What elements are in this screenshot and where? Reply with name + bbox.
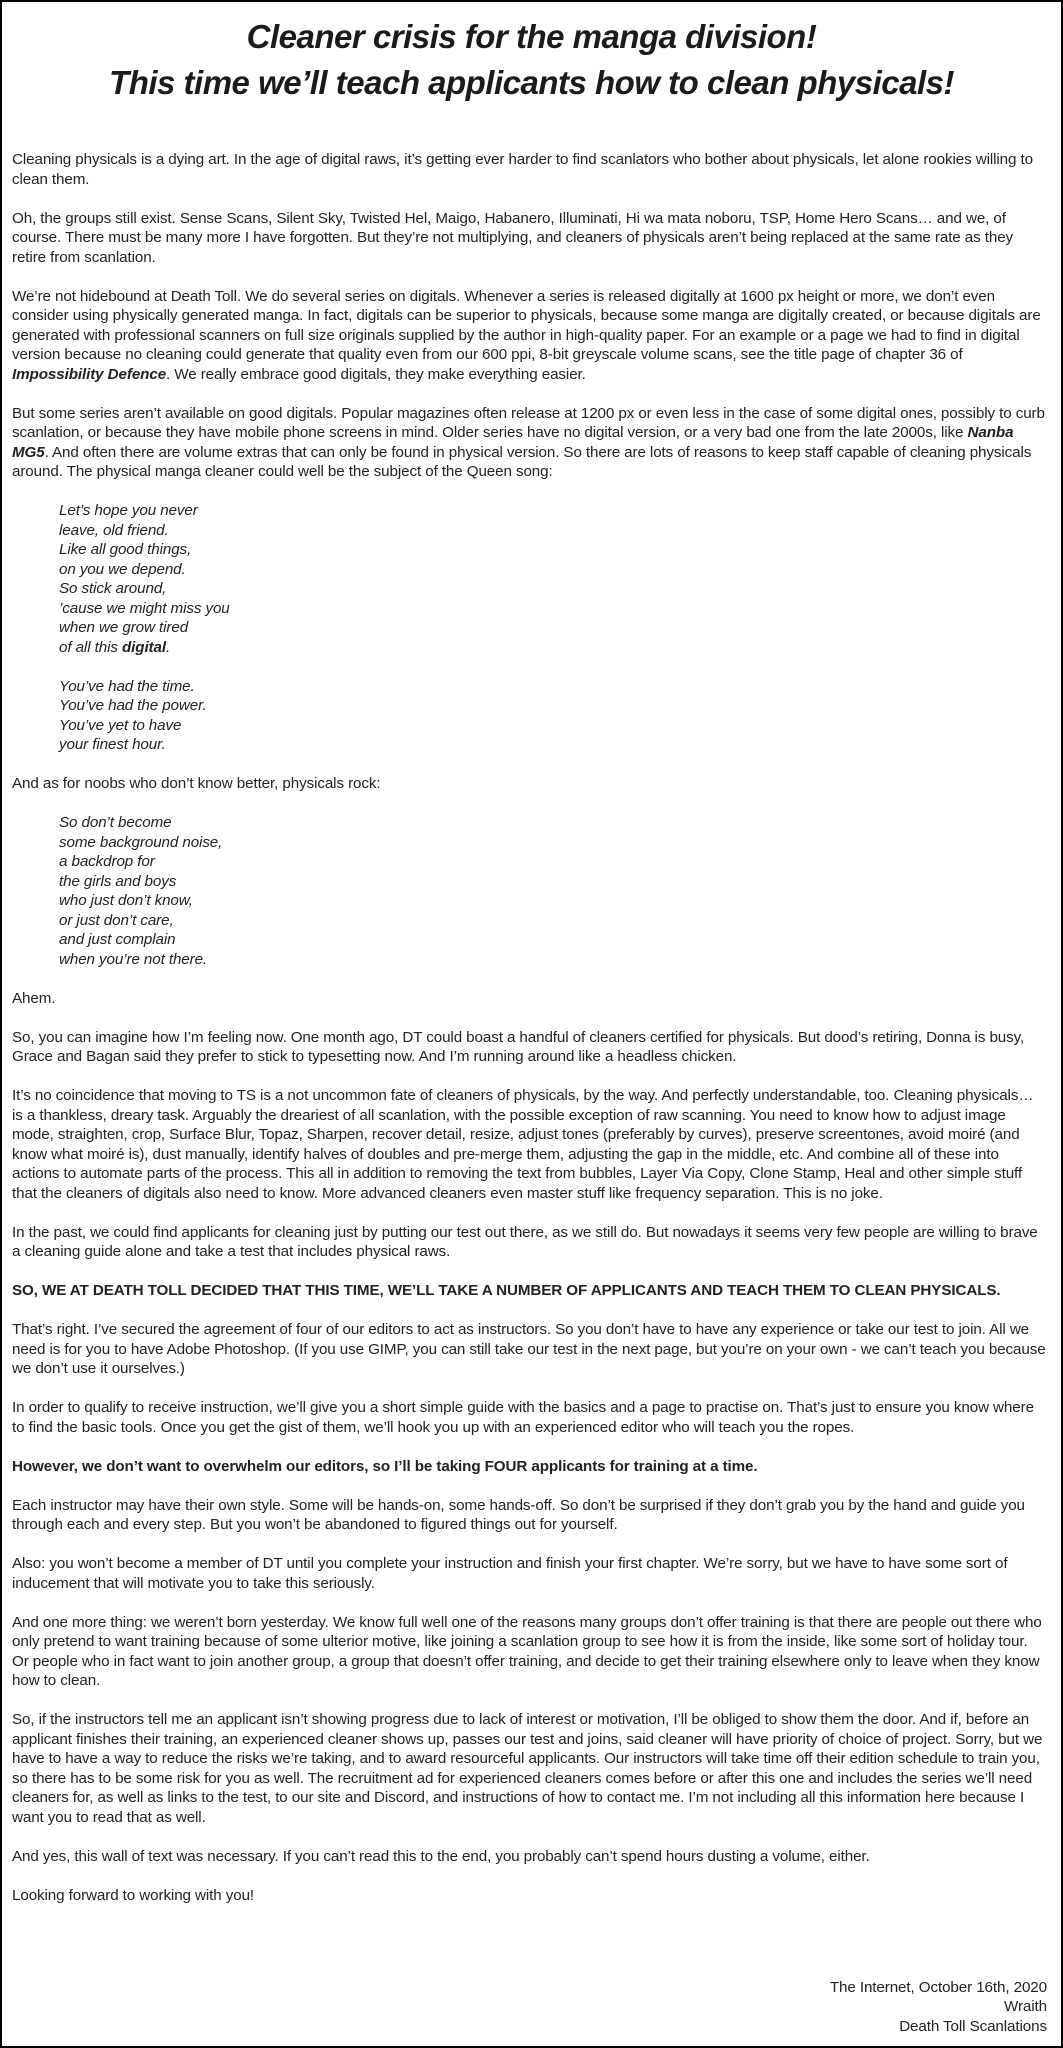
verse-line <box>59 930 1047 950</box>
text-run: That’s right. I’ve secured the agreement of four of our editors to act as instructors. So you don’t have to have any experience or take our test to join. All we need is for you to have Adobe Photoshop. (If you use GIMP, you can still take our test in the next page, but you’re on your own - we can’t teach you because we don’t use it ourselves.) <box>12 1321 1046 1377</box>
text-run: on you we depend. <box>59 560 186 578</box>
text-run: your finest hour. <box>59 736 166 753</box>
paragraph <box>12 1086 1047 1203</box>
verse-line <box>59 677 1047 697</box>
verse-line <box>59 735 1047 755</box>
verse-line <box>59 521 1047 541</box>
text-run: However, we don’t want to overwhelm our editors, so I’ll be taking FOUR applicants for training at a time. <box>12 1457 758 1475</box>
text-run: . <box>166 638 171 656</box>
paragraph <box>12 1398 1047 1437</box>
text-run: Impossibility Defence <box>12 365 167 383</box>
paragraph <box>12 1496 1047 1535</box>
text-run: Cleaning physicals is a dying art. In the age of digital raws, it’s getting ever harder to find scanlators who bother about physicals, let alone rookies willing to clean them. <box>12 151 1033 188</box>
bold-statement <box>12 1281 1047 1301</box>
text-run: In the past, we could find applicants for cleaning just by putting our test out there, as we still do. But nowadays it seems very few people are willing to brave a cleaning guide alone and take a test that includes physical raws. <box>12 1223 1038 1260</box>
verse-line <box>59 833 1047 853</box>
paragraph <box>12 1886 1047 1906</box>
signature-group: Death Toll Scanlations <box>899 2017 1047 2035</box>
verse-line <box>59 950 1047 970</box>
text-run: Also: you won’t become a member of DT until you complete your instruction and finish your first chapter. We’re sorry, but we have to have some sort of inducement that will motivate you to take this seriously. <box>12 1555 1008 1592</box>
text-run: In order to qualify to receive instruction, we’ll give you a short simple guide with the basics and a page to practise on. That’s just to ensure you know where to find the basic tools. Once you get the gist of them, we’ll hook you up with an experienced editor who will teach you the ropes. <box>12 1399 1034 1436</box>
paragraph <box>12 1613 1047 1691</box>
text-run: So don’t become <box>59 814 172 831</box>
text-run: a backdrop for <box>59 853 155 870</box>
paragraph <box>12 1028 1047 1067</box>
text-run: So, you can imagine how I’m feeling now. One month ago, DT could boast a handful of cleaners certified for physicals. But dood’s retiring, Donna is busy, Grace and Bagan said they prefer to stick to typesetting now. And I’m running around like a headless chicken. <box>12 1028 1025 1065</box>
verse-line <box>59 813 1047 833</box>
verse-line <box>59 696 1047 716</box>
text-run: the girls and boys <box>59 872 177 890</box>
text-run: Each instructor may have their own style. Some will be hands-on, some hands-off. So don’t be surprised if they don’t grab you by the hand and guide you through each and every step. But you won’t be abandoned to figured things out for yourself. <box>12 1496 1025 1533</box>
text-run: SO, WE AT DEATH TOLL DECIDED THAT THIS TIME, WE’LL TAKE A NUMBER OF APPLICANTS AND TEACH THEM TO CLEAN PHYSICALS. <box>12 1282 1001 1299</box>
text-run: And one more thing: we weren’t born yesterday. We know full well one of the reasons many groups don’t offer training is that there are people out there who only pretend to want training because of some ulterior motive, like joining a scanlation group to see how it is from the inside, like some sort of holiday tour. Or people who in fact want to join another group, a group that doesn’t offer training, and decide to get their training elsewhere only to leave when they know how to clean. <box>12 1613 1042 1689</box>
verse-stanza <box>12 677 1047 755</box>
verse-line <box>59 872 1047 892</box>
text-run: of all this <box>59 638 122 656</box>
text-run: And yes, this wall of text was necessary. If you can’t read this to the end, you probably can’t spend hours dusting a volume, either. <box>12 1847 870 1865</box>
text-run: . We really embrace good digitals, they make everything easier. <box>166 365 586 383</box>
text-run: who just don’t know, <box>59 892 193 909</box>
title-line-2: This time we’ll teach applicants how to clean physicals! <box>109 64 954 101</box>
paragraph <box>12 1710 1047 1827</box>
text-run: And as for noobs who don’t know better, physicals rock: <box>12 775 381 792</box>
text-run: or just don’t care, <box>59 911 174 929</box>
signature-block <box>830 1978 1047 2037</box>
verse-line <box>59 540 1047 560</box>
signature-author: Wraith <box>1003 1998 1047 2015</box>
verse-line <box>59 891 1047 911</box>
verse-line <box>59 638 1047 658</box>
text-run: Ahem. <box>12 989 56 1007</box>
paragraph <box>12 1554 1047 1593</box>
text-run: Let’s hope you never <box>59 502 198 519</box>
text-run: some background noise, <box>59 833 223 851</box>
verse-line <box>59 618 1047 638</box>
paragraph <box>12 209 1047 268</box>
bold-statement <box>12 1457 1047 1477</box>
text-run: You’ve had the power. <box>59 697 207 714</box>
text-run: But some series aren’t available on good digitals. Popular magazines often release at 1200 px or even less in the case of some digital ones, possibly to curb scanlation, or because they have mobile phone screens in mind. Older series have no digital version, or a very bad one from the late 2000s, like <box>12 404 1045 441</box>
text-run: . And often there are volume extras that can only be found in physical version. So there are lots of reasons to keep staff capable of cleaning physicals around. The physical manga cleaner could well be the subject of the Queen song: <box>12 443 1032 480</box>
text-run: and just complain <box>59 931 176 948</box>
paragraph <box>12 1320 1047 1379</box>
verse-line <box>59 579 1047 599</box>
paragraph <box>12 287 1047 385</box>
paragraph <box>12 404 1047 482</box>
verse-line <box>59 911 1047 931</box>
verse-line <box>59 599 1047 619</box>
signature-dateline: The Internet, October 16th, 2020 <box>829 1978 1047 1996</box>
text-run: ’cause we might miss you <box>59 599 230 617</box>
text-run: when we grow tired <box>59 619 189 636</box>
title-line-1: Cleaner crisis for the manga division! <box>246 18 817 55</box>
verse-line <box>59 716 1047 736</box>
text-run: Like all good things, <box>59 541 192 558</box>
text-run: You’ve had the time. <box>59 677 195 695</box>
text-run: So stick around, <box>59 580 167 597</box>
text-run: We’re not hidebound at Death Toll. We do several series on digitals. Whenever a series is released digitally at 1600 px height or more, we don’t even consider using physically generated manga. In fact, digitals can be superior to physicals, because some manga are digitally created, or because digitals are generated with professional scanners on full size originals supplied by the author in high-quality paper. For an example or a page we had to find in digital version because no cleaning could generate that quality even from our 600 ppi, 8-bit greyscale volume scans, see the title page of chapter 36 of <box>12 287 1041 363</box>
text-run: digital <box>121 638 166 656</box>
paragraph <box>12 989 1047 1009</box>
paragraph <box>12 774 1047 794</box>
text-run: So, if the instructors tell me an applicant isn’t showing progress due to lack of interest or motivation, I’ll be obliged to show them the door. And if, before an applicant finishes their training, an experienced cleaner shows up, passes our test and joins, said cleaner will have priority of choice of project. Sorry, but we have to have a way to reduce the risks we’re taking, and to award resourceful applicants. Our instructors will take time off their edition schedule to train you, so there has to be some risk for you as well. The recruitment ad for experienced cleaners comes before or after this one and includes the series we’ll need cleaners for, as well as links to the test, to our site and Discord, and instructions of how to contact me. I’m not including all this information here because I want you to read that as well. <box>12 1711 1043 1826</box>
text-run: Nanba MG5 <box>12 424 1014 461</box>
verse-line <box>59 560 1047 580</box>
verse-stanza <box>12 813 1047 969</box>
document-body <box>12 150 1047 1905</box>
paragraph <box>12 1847 1047 1867</box>
page-title <box>26 14 1037 106</box>
verse-stanza <box>12 501 1047 657</box>
text-run: Oh, the groups still exist. Sense Scans, Silent Sky, Twisted Hel, Maigo, Habanero, Illuminati, Hi wa mata noboru, TSP, Home Hero Scans… and we, of course. There must be many more I have forgotten. But they’re not multiplying, and cleaners of physicals aren’t being replaced at the same rate as they retire from scanlation. <box>12 209 1014 266</box>
text-run: You’ve yet to have <box>59 716 182 734</box>
paragraph <box>12 150 1047 189</box>
text-run: when you’re not there. <box>59 950 208 968</box>
text-run: leave, old friend. <box>59 521 169 539</box>
verse-line <box>59 501 1047 521</box>
text-run: Looking forward to working with you! <box>12 1886 255 1904</box>
verse-line <box>59 852 1047 872</box>
text-run: It’s no coincidence that moving to TS is a not uncommon fate of cleaners of physicals, by the way. And perfectly understandable, too. Cleaning physicals… is a thankless, dreary task. Arguably the dreariest of all scanlation, with the possible exception of raw scanning. You need to know how to adjust image mode, straighten, crop, Surface Blur, Topaz, Sharpen, recover detail, resize, adjust tones (preferably by curves), preserve screentones, avoid moiré (and know what moiré is), dust manually, identify halves of doubles and pre-merge them, adjusting the gap in the middle, etc. And combine all of these into actions to automate parts of the process. This all in addition to removing the text from bubbles, Layer Via Copy, Clone Stamp, Heal and other simple stuff that the cleaners of digitals also need to know. More advanced cleaners even master stuff like frequency separation. This is no joke. <box>12 1087 1034 1202</box>
paragraph <box>12 1223 1047 1262</box>
